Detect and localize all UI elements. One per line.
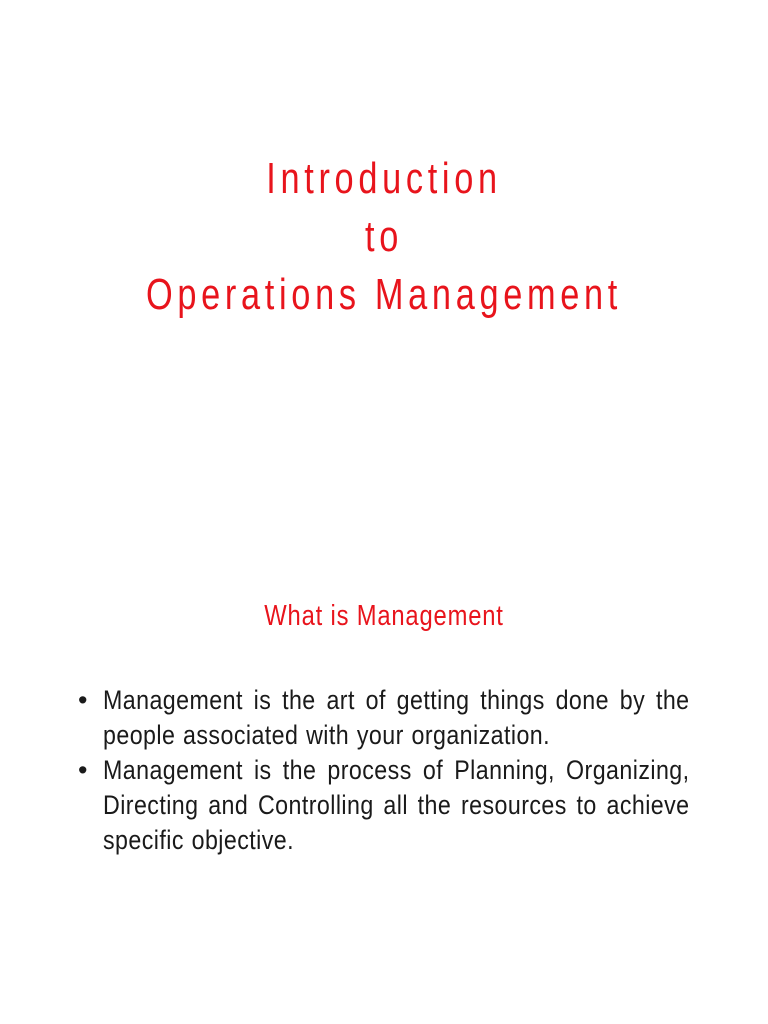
bullet-icon: • — [78, 755, 88, 785]
title-line-2: to — [364, 212, 403, 261]
bullet-text: Management is the process of Planning, Organizing, Directing and Controlling all the resources to achieve specific objective. — [103, 755, 690, 855]
slide-title — [84, 150, 683, 324]
title-line-1: Introduction — [266, 154, 502, 203]
bullet-text: Management is the art of getting things done by the people associated with your organization. — [103, 685, 690, 750]
bullet-list — [78, 683, 690, 858]
bullet-item — [78, 683, 690, 753]
section-heading: What is Management — [264, 600, 504, 632]
bullet-item — [78, 753, 690, 858]
title-line-3: Operations Management — [145, 270, 623, 319]
bullet-icon: • — [78, 685, 88, 715]
